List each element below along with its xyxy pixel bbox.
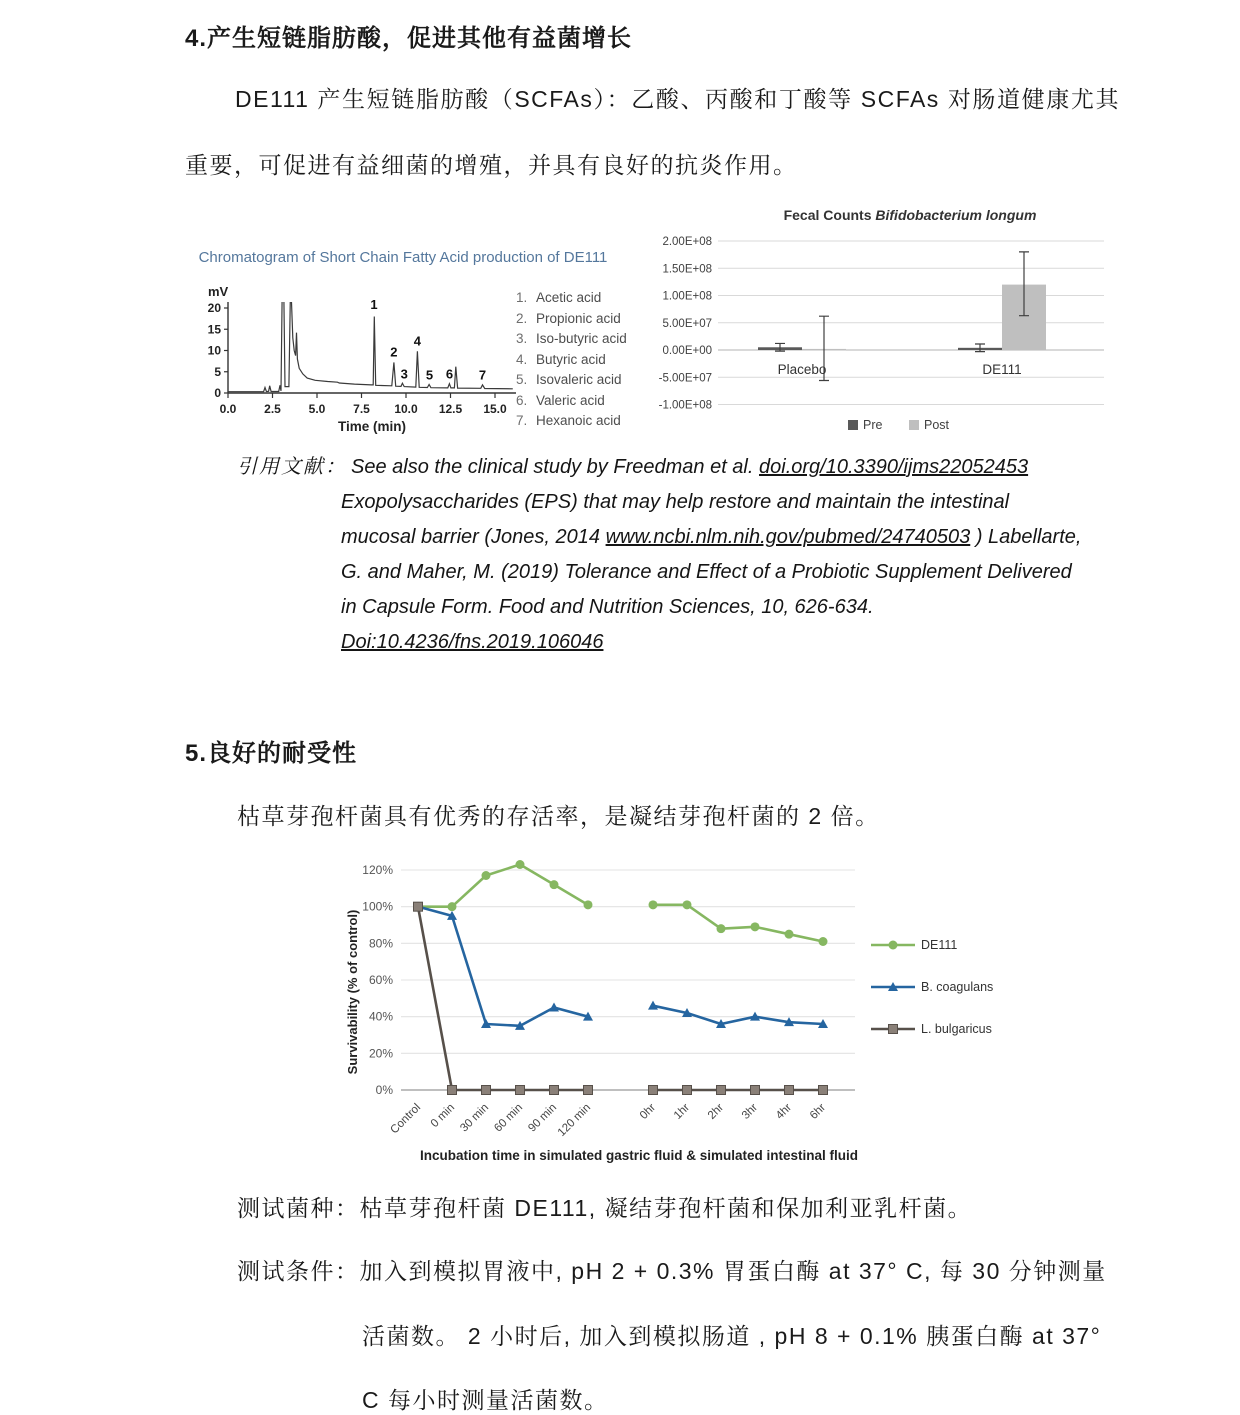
section-4-paragraph: DE111 产生短链脂肪酸（SCFAs）：乙酸、丙酸和丁酸等 SCFAs 对肠道健康尤其重要，可促进有益细菌的增殖，并具有良好的抗炎作用。 bbox=[185, 86, 1120, 178]
svg-text:15.0: 15.0 bbox=[483, 402, 507, 416]
citation-line bbox=[237, 485, 1037, 520]
legend-acid-name: Acetic acid bbox=[536, 290, 602, 305]
citation-link[interactable]: Doi:10.4236/fns.2019.106046 bbox=[341, 631, 604, 653]
section-4-heading: 4.产生短链脂肪酸，促进其他有益菌增长 bbox=[185, 25, 633, 52]
svg-text:DE111: DE111 bbox=[921, 938, 958, 952]
svg-text:Post: Post bbox=[924, 418, 950, 432]
legend-number: 5. bbox=[516, 372, 528, 387]
note-conditions-label: 测试条件： bbox=[237, 1258, 360, 1284]
citation-block bbox=[237, 450, 1082, 660]
chromatogram-legend-item bbox=[516, 352, 627, 367]
note-species bbox=[237, 1190, 972, 1223]
legend-number: 2. bbox=[516, 310, 528, 326]
svg-text:-1.00E+08: -1.00E+08 bbox=[658, 399, 712, 412]
chromatogram-figure bbox=[198, 210, 650, 448]
svg-text:20: 20 bbox=[207, 301, 221, 315]
svg-text:5: 5 bbox=[425, 367, 434, 383]
svg-text:Incubation time in simulated g: Incubation time in simulated gastric fluid & simulated intestinal fluid bbox=[419, 1148, 859, 1163]
note-conditions-cont2: C 每小时测量活菌数。 bbox=[362, 1387, 609, 1413]
citation-line bbox=[237, 520, 1082, 555]
chromatogram-legend-item bbox=[516, 393, 627, 408]
svg-text:30 min: 30 min bbox=[458, 1101, 492, 1135]
svg-text:Time (min): Time (min) bbox=[337, 419, 407, 434]
citation-text: See also the clinical study by Freedman et al. bbox=[351, 456, 759, 478]
legend-number: 6. bbox=[516, 392, 528, 408]
svg-text:3hr: 3hr bbox=[739, 1101, 761, 1122]
legend-acid-name: Valeric acid bbox=[536, 392, 605, 408]
svg-text:2.5: 2.5 bbox=[264, 402, 281, 416]
svg-text:1.50E+08: 1.50E+08 bbox=[662, 263, 712, 276]
svg-text:120%: 120% bbox=[362, 863, 393, 878]
section-5-paragraph: 枯草芽孢杆菌具有优秀的存活率，是凝结芽孢杆菌的 2 倍。 bbox=[237, 803, 880, 829]
chromatogram-legend-item bbox=[516, 311, 627, 326]
citation-link[interactable]: www.ncbi.nlm.nih.gov/pubmed/24740503 bbox=[605, 526, 971, 548]
survivability-line-chart bbox=[343, 842, 1043, 1177]
section-5-heading: 5.良好的耐受性 bbox=[185, 740, 358, 767]
svg-text:20%: 20% bbox=[368, 1046, 393, 1061]
svg-text:7: 7 bbox=[478, 367, 487, 383]
svg-text:Fecal Counts Bifidobacterium l: Fecal Counts Bifidobacterium longum bbox=[783, 207, 1037, 223]
legend-acid-name: Iso-butyric acid bbox=[536, 331, 627, 346]
note-conditions-text: 加入到模拟胃液中, pH 2 + 0.3% 胃蛋白酶 at 37° C, 每 30 分钟测量 bbox=[359, 1258, 1107, 1284]
svg-text:6hr: 6hr bbox=[807, 1101, 829, 1122]
svg-text:mV: mV bbox=[208, 284, 229, 299]
svg-text:60 min: 60 min bbox=[492, 1101, 526, 1135]
citation-line bbox=[237, 555, 1072, 590]
svg-text:1: 1 bbox=[370, 296, 378, 312]
svg-text:40%: 40% bbox=[368, 1009, 393, 1024]
legend-acid-name: Propionic acid bbox=[536, 310, 621, 326]
svg-text:6: 6 bbox=[445, 366, 454, 382]
svg-text:0: 0 bbox=[214, 386, 221, 400]
svg-text:90 min: 90 min bbox=[526, 1101, 560, 1135]
citation-link[interactable]: doi.org/10.3390/ijms22052453 bbox=[759, 456, 1029, 478]
svg-text:5.0: 5.0 bbox=[308, 402, 326, 416]
citation-text: Exopolysaccharides (EPS) that may help restore and maintain the intestinal bbox=[341, 491, 1010, 513]
legend-acid-name: Butyric acid bbox=[536, 351, 606, 367]
svg-text:5.00E+07: 5.00E+07 bbox=[662, 317, 712, 330]
svg-text:4: 4 bbox=[413, 333, 422, 349]
citation-text: ) Labellarte, bbox=[970, 526, 1082, 548]
svg-text:10: 10 bbox=[207, 343, 221, 358]
svg-text:120 min: 120 min bbox=[555, 1101, 594, 1140]
svg-text:1.00E+08: 1.00E+08 bbox=[662, 290, 712, 303]
svg-text:L. bulgaricus: L. bulgaricus bbox=[921, 1022, 992, 1036]
svg-text:15: 15 bbox=[207, 322, 221, 337]
citation-line bbox=[237, 625, 1037, 660]
citation-line bbox=[237, 450, 1037, 485]
svg-text:B. coagulans: B. coagulans bbox=[921, 980, 994, 994]
svg-text:Placebo: Placebo bbox=[777, 362, 827, 377]
svg-text:2.00E+08: 2.00E+08 bbox=[662, 236, 712, 248]
legend-number: 1. bbox=[516, 290, 528, 305]
note-species-text: 枯草芽孢杆菌 DE111, 凝结芽孢杆菌和保加利亚乳杆菌。 bbox=[359, 1195, 973, 1221]
citation-line bbox=[237, 590, 1037, 625]
chromatogram-legend-item bbox=[516, 290, 627, 305]
svg-text:7.5: 7.5 bbox=[353, 402, 370, 416]
chromatogram-legend-item bbox=[516, 372, 627, 387]
legend-number: 3. bbox=[516, 331, 528, 346]
chromatogram-legend bbox=[516, 290, 627, 428]
citation-text: G. and Maher, M. (2019) Tolerance and Effect of a Probiotic Supplement Delivered bbox=[341, 561, 1072, 583]
note-species-label: 测试菌种： bbox=[237, 1195, 360, 1221]
svg-text:-5.00E+07: -5.00E+07 bbox=[658, 372, 712, 385]
svg-text:5: 5 bbox=[214, 364, 221, 379]
legend-acid-name: Hexanoic acid bbox=[536, 413, 621, 428]
svg-text:0.00E+00: 0.00E+00 bbox=[662, 345, 712, 357]
svg-text:80%: 80% bbox=[368, 936, 393, 951]
fecal-counts-bar-chart bbox=[652, 203, 1122, 443]
svg-text:0 min: 0 min bbox=[428, 1101, 458, 1131]
citation-text: mucosal barrier (Jones, 2014 bbox=[341, 526, 606, 548]
svg-text:0hr: 0hr bbox=[637, 1101, 659, 1122]
svg-text:2: 2 bbox=[390, 344, 398, 360]
svg-text:1hr: 1hr bbox=[671, 1101, 693, 1122]
svg-text:10.0: 10.0 bbox=[394, 402, 418, 416]
note-conditions bbox=[237, 1253, 1107, 1286]
chromatogram-legend-item bbox=[516, 331, 627, 346]
svg-text:Control: Control bbox=[388, 1101, 424, 1137]
svg-text:0.0: 0.0 bbox=[219, 402, 237, 416]
citation-text: in Capsule Form. Food and Nutrition Sciences, 10, 626-634. bbox=[341, 596, 874, 618]
legend-number: 7. bbox=[516, 413, 528, 428]
svg-text:3: 3 bbox=[400, 366, 408, 382]
svg-text:4hr: 4hr bbox=[773, 1101, 795, 1122]
chromatogram-legend-item bbox=[516, 413, 627, 428]
svg-text:60%: 60% bbox=[368, 973, 393, 988]
svg-text:2hr: 2hr bbox=[705, 1101, 727, 1122]
svg-text:Survivability (% of control): Survivability (% of control) bbox=[345, 909, 360, 1075]
svg-text:100%: 100% bbox=[362, 899, 393, 914]
svg-text:DE111: DE111 bbox=[982, 362, 1022, 377]
svg-text:12.5: 12.5 bbox=[438, 402, 463, 416]
citation-label: 引用文献： bbox=[237, 456, 347, 478]
note-conditions-cont: 活菌数。 2 小时后, 加入到模拟肠道 , pH 8 + 0.1% 胰蛋白酶 at 37° bbox=[362, 1323, 1102, 1349]
svg-text:Pre: Pre bbox=[863, 418, 883, 432]
legend-acid-name: Isovaleric acid bbox=[536, 372, 622, 387]
svg-text:0%: 0% bbox=[375, 1083, 393, 1097]
svg-text:Chromatogram of Short Chain Fa: Chromatogram of Short Chain Fatty Acid production of DE111 bbox=[198, 249, 608, 266]
legend-number: 4. bbox=[516, 351, 528, 367]
